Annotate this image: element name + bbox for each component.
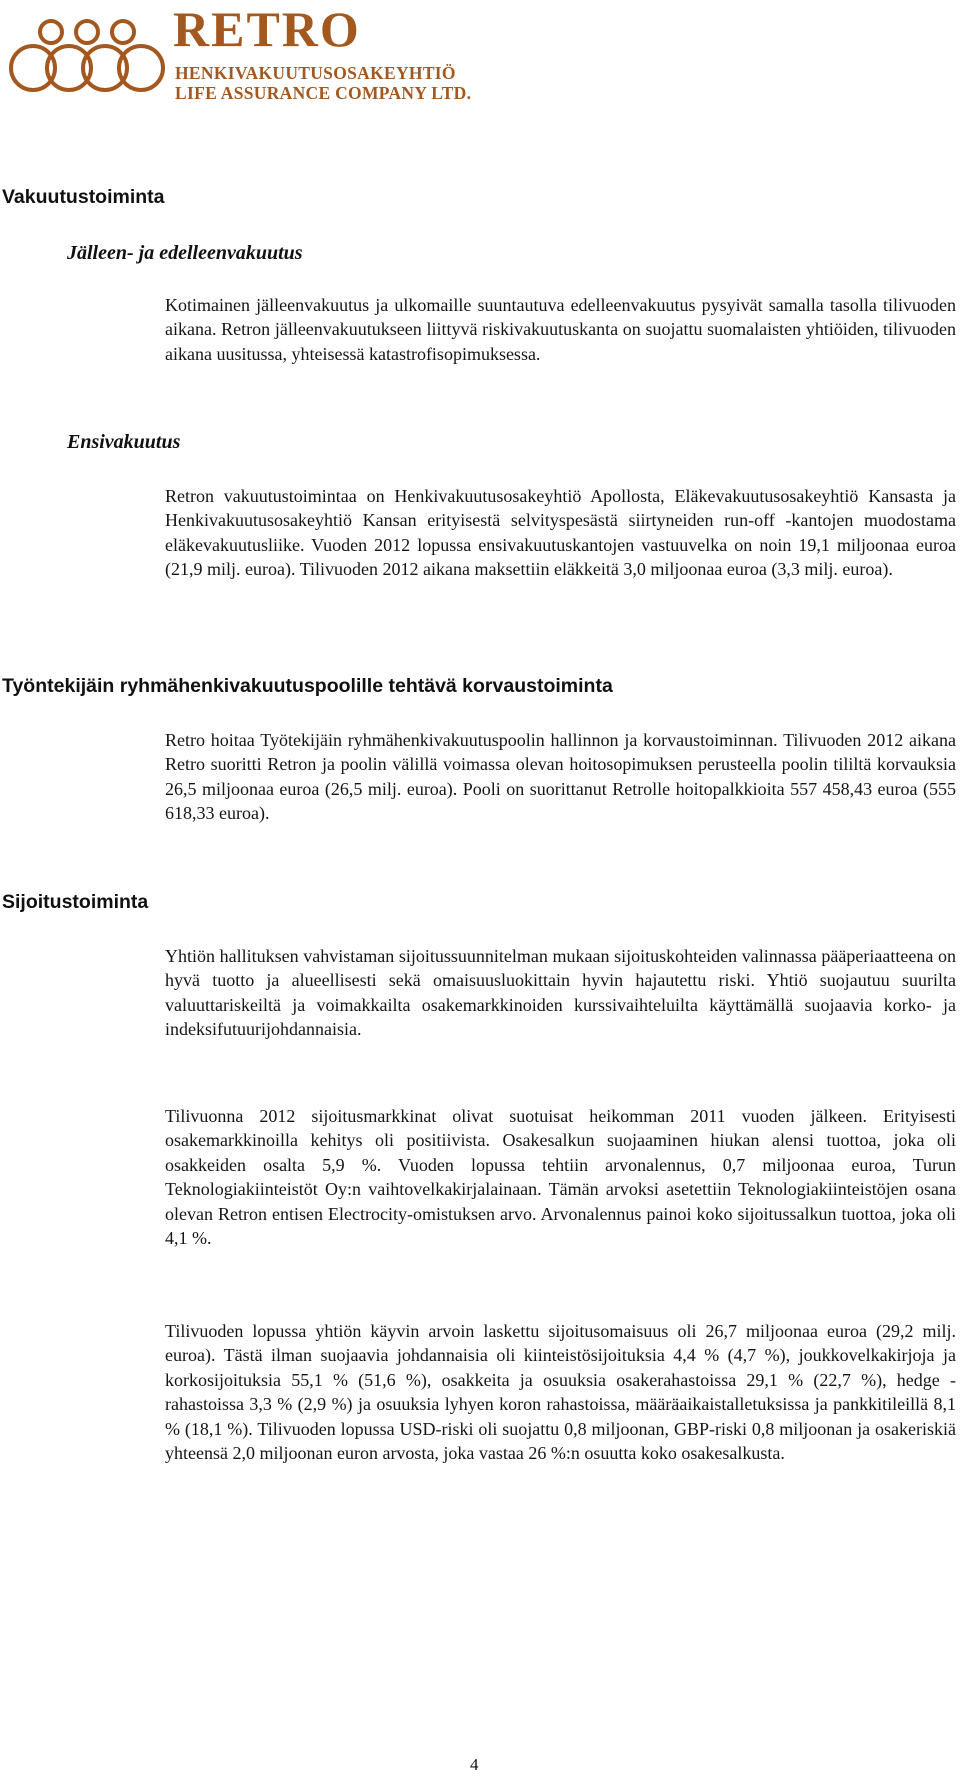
paragraph-sijoitus-3: Tilivuoden lopussa yhtiön käyvin arvoin laskettu sijoitusomaisuus oli 26,7 miljoonaa euroa (29,2 milj. euroa). Tästä ilman suojaavia johdannaisia oli kiinteistösijoituksia 4,4 % (4,7 %), joukkovelkakirjoja ja korkosijoituksia 55,1 % (51,6 %), osakkeita ja osuuksia osakerahastoissa 29,1 % (22,7 %), hedge - rahastoissa 3,3 % (2,9 %) ja osuuksia lyhyen koron rahastoissa, määräaikaistalletuksissa ja pankkitileillä 8,1 % (18,1 %). Tilivuoden lopussa USD-riski oli suojattu 0,8 miljoonan, GBP-riski 0,8 miljoonan ja osakeriskiä yhteensä 2,0 miljoonan euron arvosta, joka vastaa 26 %:n osuutta koko osakesalkusta. (165, 1321, 956, 1464)
paragraph-ensivakuutus: Retron vakuutustoimintaa on Henkivakuutusosakeyhtiö Apollosta, Eläkevakuutusosakeyhtiö Kansasta ja Henkivakuutusosakeyhtiö Kansan erityisestä selvityspesästä siirtyneiden run-off -kantojen muodostama eläkevakuutusliike. Vuoden 2012 lopussa ensivakuutuskantojen vastuuvelka on noin 19,1 miljoonaa euroa (21,9 milj. euroa). Tilivuoden 2012 aikana maksettiin eläkkeitä 3,0 miljoonaa euroa (3,3 milj. euroa). (165, 486, 956, 580)
subheading-jalleenvakuutus: Jälleen- ja edelleenvakuutus (67, 242, 303, 264)
subheading-ensivakuutus: Ensivakuutus (67, 431, 181, 453)
paragraph-sijoitus-2: Tilivuonna 2012 sijoitusmarkkinat olivat suotuisat heikomman 2011 vuoden jälkeen. Erityisesti osakemarkkinoilla kehitys oli positiivista. Osakesalkun suojaaminen hiukan alensi tuottoa, joka oli osakkeiden osalta 5,9 %. Vuoden lopussa tehtiin arvonalennus, 0,7 miljoonaa euroa, Turun Teknologiakiinteistöt Oy:n vaihtovelkakirjalainaan. Tämän arvoksi asetettiin Teknologiakiinteistöjen osana olevan Retron entisen Electrocity-omistuksen arvo. Arvonalennus painoi koko sijoitussalkun tuottoa, joka oli 4,1 %. (165, 1106, 956, 1249)
paragraph-korvaustoiminta: Retro hoitaa Työtekijäin ryhmähenkivakuutuspoolin hallinnon ja korvaustoiminnan. Tilivuoden 2012 aikana Retro suoritti Retron ja poolin välillä voimassa olevan hoitosopimuksen perusteella poolin tililtä korvauksia 26,5 miljoonaa euroa (26,5 milj. euroa). Pooli on suorittanut Retrolle hoitopalkkioita 557 458,43 euroa (555 618,33 euroa). (165, 730, 956, 824)
logo-subtitle-en: LIFE ASSURANCE COMPANY LTD. (175, 83, 472, 103)
page-number: 4 (470, 1755, 479, 1774)
logo-brand-name: RETRO (173, 1, 361, 57)
paragraph-jalleenvakuutus: Kotimainen jälleenvakuutus ja ulkomaille suuntautuva edelleenvakuutus pysyivät samalla tasolla tilivuoden aikana. Retron jälleenvakuutukseen liittyvä riskivakuutuskanta on suojattu suomalaisten yhtiöiden, tilivuoden aikana uusitussa, yhteisessä katastrofisopimuksessa. (165, 295, 956, 364)
heading-vakuutustoiminta: Vakuutustoiminta (2, 186, 165, 208)
logo-subtitle-fi: HENKIVAKUUTUSOSAKEYHTIÖ (175, 63, 456, 83)
heading-sijoitustoiminta: Sijoitustoiminta (2, 891, 149, 913)
heading-korvaustoiminta: Työntekijäin ryhmähenkivakuutuspoolille tehtävä korvaustoiminta (2, 675, 613, 697)
company-logo (6, 1, 526, 108)
paragraph-sijoitus-1: Yhtiön hallituksen vahvistaman sijoitussuunnitelman mukaan sijoituskohteiden valinnassa pääperiaatteena on hyvä tuotto ja alueellisesti sekä omaisuusluokittain hyvin hajautettu riski. Yhtiö suojautuu suurilta valuuttariskeiltä ja voimakkailta osakemarkkinoiden kurssivaihteluilta käyttämällä suojaavia korko- ja indeksifutuurijohdannaisia. (165, 946, 956, 1040)
retro-rings-logo-icon (6, 10, 171, 106)
